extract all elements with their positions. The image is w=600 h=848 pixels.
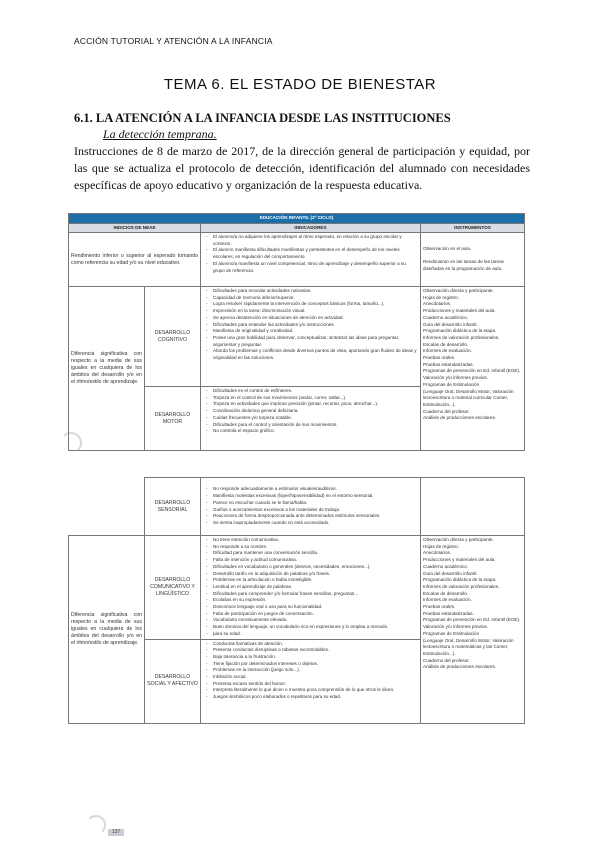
indicator-item: - Dificultades para comprender y/o formular frases sencillas, preguntas... [213,591,418,598]
indicator-item: - Lentitud en el aprendizaje de palabras. [213,584,418,591]
instrument-item: Cuaderno académico. [423,314,468,320]
instrument-item: (Lenguaje Oral, Desarrollo Motor, Valoración lectoescritura o matemáticas y las Comer, Estimulación...). [423,637,514,656]
instrument-item: Producciones y materiales del aula. [423,308,496,314]
instrument-item: Anecdotarios. [423,550,452,556]
instrument-item: Producciones y materiales del aula. [423,557,496,563]
area-cell: Diferencia significativa con respecto a la media de sus iguales en cualquiera de los ámbitos del desarrollo y/o en el ritmo/estilo de aprendizaje. [69,536,145,724]
indicator-item: - Falta de intención y actitud comunicativa. [213,557,418,564]
subarea-comunicativo: DESARROLLO COMUNICATIVO Y LINGÜÍSTICO [145,536,201,640]
indicator-item: - Dificultades en el control de esfínteres. [213,388,418,395]
indicator-item: - Tiene fijación por determinados intereses o objetos. [213,661,418,668]
indicator-item: - Imprecisión en la tarea: discriminación visual. [213,308,418,315]
instrument-item: Pruebas estandarizadas. [423,361,474,367]
instrument-item: Anecdotarios. [423,301,452,307]
instrument-item: Programas de Estimulación [423,630,480,636]
instrument-item: Cuaderno académico. [423,563,468,569]
page-title: TEMA 6. EL ESTADO DE BIENESTAR [163,76,437,93]
instrument-item: Programas de prevención en Ed. Infantil (EOE). [423,617,521,623]
instrument-item: Cuaderno del profesor. [423,408,470,414]
indicator-item: - El alumno/a no adquiere los aprendizajes al ritmo esperado, en relación a su grupo escolar y contexto. [213,234,418,247]
neae-table-1 [68,213,525,451]
indicator-item: - Dificultad para mantener una conversación sencilla. [213,550,418,557]
instrument-item: Pruebas estandarizadas. [423,610,474,616]
instrument-item: (Lenguaje Oral, Desarrollo Motor, Valoración lectoescritura o material curricular Comer, Estimulación...). [423,388,514,407]
indicadores-cell [201,639,421,723]
instrument-item: Pruebas orales. [423,604,456,610]
instrument-item: Guía del desarrollo infantil. [423,570,478,576]
indicator-item: - No controla el espacio gráfico. [213,428,418,435]
subarea-cognitivo: DESARROLLO COGNITIVO [145,287,201,387]
indicator-item: - Conductas llamativas de atención. [213,641,418,648]
indicator-item: - Guiños o acercamientos excesivos a los materiales de trabajo. [213,507,418,514]
instrumentos-cell [421,287,525,451]
instrumentos-cell [421,233,525,287]
indicator-item: - Dificultades para el control y orientación de sus movimientos. [213,422,418,429]
indicator-item: - No responde adecuadamente a estímulos visuales/auditivos. [213,486,418,493]
instrument-item: Valoración y/o informes previos. [423,375,489,381]
indicator-item: - Desconoce lenguaje oral o uso para su funcionalidad. [213,604,418,611]
instrument-item: Rendimiento en las tareas de las tareas diseñadas en la programación de aula. [423,259,504,271]
column-header: INSTRUMENTOS [421,224,525,233]
area-cell: Diferencia significativa con respecto a la media de sus iguales en cualquiera de los ámbitos del desarrollo y/o en el ritmo/estilo de aprendizaje. [69,287,145,451]
indicator-item: - Manifiesta molestias excesivas (hiper/hiposensibilidad) en el entorno sensorial. [213,493,418,500]
subarea-motor: DESARROLLO MOTOR [145,387,201,451]
indicator-item: - El alumno manifiesta dificultades manifiestas y persistentes en el desempeño de los niveles escolares, en regulación del comportamiento. [213,247,418,260]
instrumentos-cell [421,536,525,724]
indicator-item: - Juegos simbólicos poco elaborados o repetitivos para su edad. [213,694,418,701]
instrument-item: Valoración y/o informes previos. [423,624,489,630]
indicadores-cell [201,287,421,387]
indicadores-cell [201,536,421,640]
column-header: INDICADORES [201,224,421,233]
indicator-item: - Baja tolerancia a la frustración. [213,654,418,661]
instrument-item: Escalas de desarrollo. [423,590,469,596]
instrument-item: Programas de Estimulación [423,381,480,387]
instrument-item: Informes de valoración profesionales. [423,583,500,589]
instrument-item: Análisis de producciones escolares. [423,664,497,670]
indicator-item: - Torpeza en actividades que implican precisión (pintar, recortar, picar, abrochar...). [213,401,418,408]
intro-paragraph: Instrucciones de 8 de marzo de 2017, de la dirección general de participación y equidad, por las que se actualiza el protocolo de detección, identificación del alumnado con necesidades específicas de apoyo educativo y organización de la respuesta educativa. [74,144,530,192]
subarea-sensorial: DESARROLLO SENSORIAL [145,478,201,536]
indicator-item: - para su edad. [213,631,418,638]
indicator-item: - El alumno/a manifiesta un nivel competencial, ritmo de aprendizaje y desempeño superior a su grupo de referencia. [213,261,418,274]
indicator-item: - Capacidad de memoria inferior/superior. [213,295,418,302]
indicadores-cell [201,387,421,451]
instrument-item: Guía del desarrollo infantil. [423,321,478,327]
running-header: ACCIÓN TUTORIAL Y ATENCIÓN A LA INFANCIA [74,36,273,46]
indicator-item: - Ecolalias en su expresión. [213,597,418,604]
indicator-item: - Falta de participación en juegos de conversación. [213,611,418,618]
instrument-item: Programas de prevención en Ed. Infantil (EOE). [423,368,521,374]
indicio-cell: Rendimiento inferior o superior al esperado tomando como referencia su edad y/o su nivel educativo. [69,233,201,287]
instrument-item: Observación directa y participante. [423,288,494,293]
indicator-item: - Aborda los problemas y conflictos desde diversos puntos de vista, aportando gran fluidez de ideas y originalidad en las soluciones. [213,348,418,361]
indicator-item: - Presenta escaso sentido del humor. [213,681,418,688]
instrument-item: Escalas de desarrollo. [423,341,469,347]
table-title: EDUCACIÓN INFANTIL (2º CICLO) [69,214,525,224]
indicator-item: - Desarrollo tardío en la adquisición de palabras y/o frases. [213,571,418,578]
section-heading: 6.1. LA ATENCIÓN A LA INFANCIA DESDE LAS INSTITUCIONES [74,111,451,125]
instrument-item: Hojas de registro. [423,543,460,549]
indicator-item: - Dificultades para recordar actividades rutinarias. [213,288,418,295]
indicator-item: - Interpreta literalmente lo que dicen o muestra poca comprensión de lo que otros le dicen. [213,687,418,694]
blank-cell [421,478,525,536]
neae-table-2 [68,477,525,724]
indicator-item: - Buen dominio del lenguaje, un vocabulario rico en expresiones y lo emplea a menudo. [213,624,418,631]
page-number: 137 [108,829,124,836]
indicator-item: - Caídas frecuentes y/o torpeza notable. [213,415,418,422]
column-header: INDICIOS DE NEAE [69,224,201,233]
indicator-item: - No tiene intención comunicativa. [213,537,418,544]
instrument-item: Programación didáctica de la etapa. [423,328,497,334]
indicator-item: - Se aprecia desatención en situaciones de atención en actividad. [213,315,418,322]
instrument-item: Informes de evaluación. [423,597,472,603]
indicator-item: - Problemas en la interacción (juego solo...). [213,667,418,674]
instrument-item: Observación en el aula. [423,246,472,252]
indicator-item: - Parece no escuchar cuando se le llama/habla. [213,500,418,507]
instrument-item: Observación directa y participante. [423,537,494,542]
indicadores-cell [201,233,421,287]
indicator-item: - Dificultades para entender las actividades y/o instrucciones. [213,322,418,329]
indicator-item: - Logra resolver rápidamente la intervención de conceptos básicos (forma, tamaño...). [213,301,418,308]
indicator-item: - Torpeza en el control de sus movimientos (andar, correr, saltar...). [213,395,418,402]
indicator-item: - Inhibición social. [213,674,418,681]
indicator-item: - Presenta conductas disruptivas o rabietas incontrolables. [213,647,418,654]
indicator-item: - Posee una gran habilidad para observar, conceptualizar, sintetizar las ideas para preguntar, argumentar y preguntar. [213,335,418,348]
indicator-item: - Dificultades en vocabulario o generales (deseos, necesidades, emociones...). [213,564,418,571]
instrument-item: Hojas de registro. [423,294,460,300]
indicator-item: - Coordinación dinámica general deficitaria. [213,408,418,415]
indicator-item: - Problemas en la articulación o habla ininteligible. [213,577,418,584]
indicator-item: - No responde a su nombre. [213,544,418,551]
indicator-item: - Manifiesta de originalidad y creatividad. [213,328,418,335]
instrument-item: Programación didáctica de la etapa. [423,577,497,583]
indicator-item: - Se sienta inapropiadamente cuando no está acomodado. [213,520,418,527]
instrument-item: Pruebas orales. [423,355,456,361]
indicadores-cell [201,478,421,536]
subarea-social: DESARROLLO SOCIAL Y AFECTIVO [145,639,201,723]
blank-cell [69,478,145,536]
watermark-logo-icon [86,815,106,835]
instrument-item: Cuaderno del profesor. [423,657,470,663]
subsection-heading: La detección temprana. [103,127,217,141]
instrument-item: Informes de evaluación. [423,348,472,354]
indicator-item: - Reacciones de forma desproporcionada ante determinados estímulos sensoriales. [213,513,418,520]
indicator-item: - Vocabulario excesivamente elevado. [213,617,418,624]
instrument-item: Análisis de producciones escolares. [423,415,497,421]
instrument-item: Informes de valoración profesionales. [423,334,500,340]
